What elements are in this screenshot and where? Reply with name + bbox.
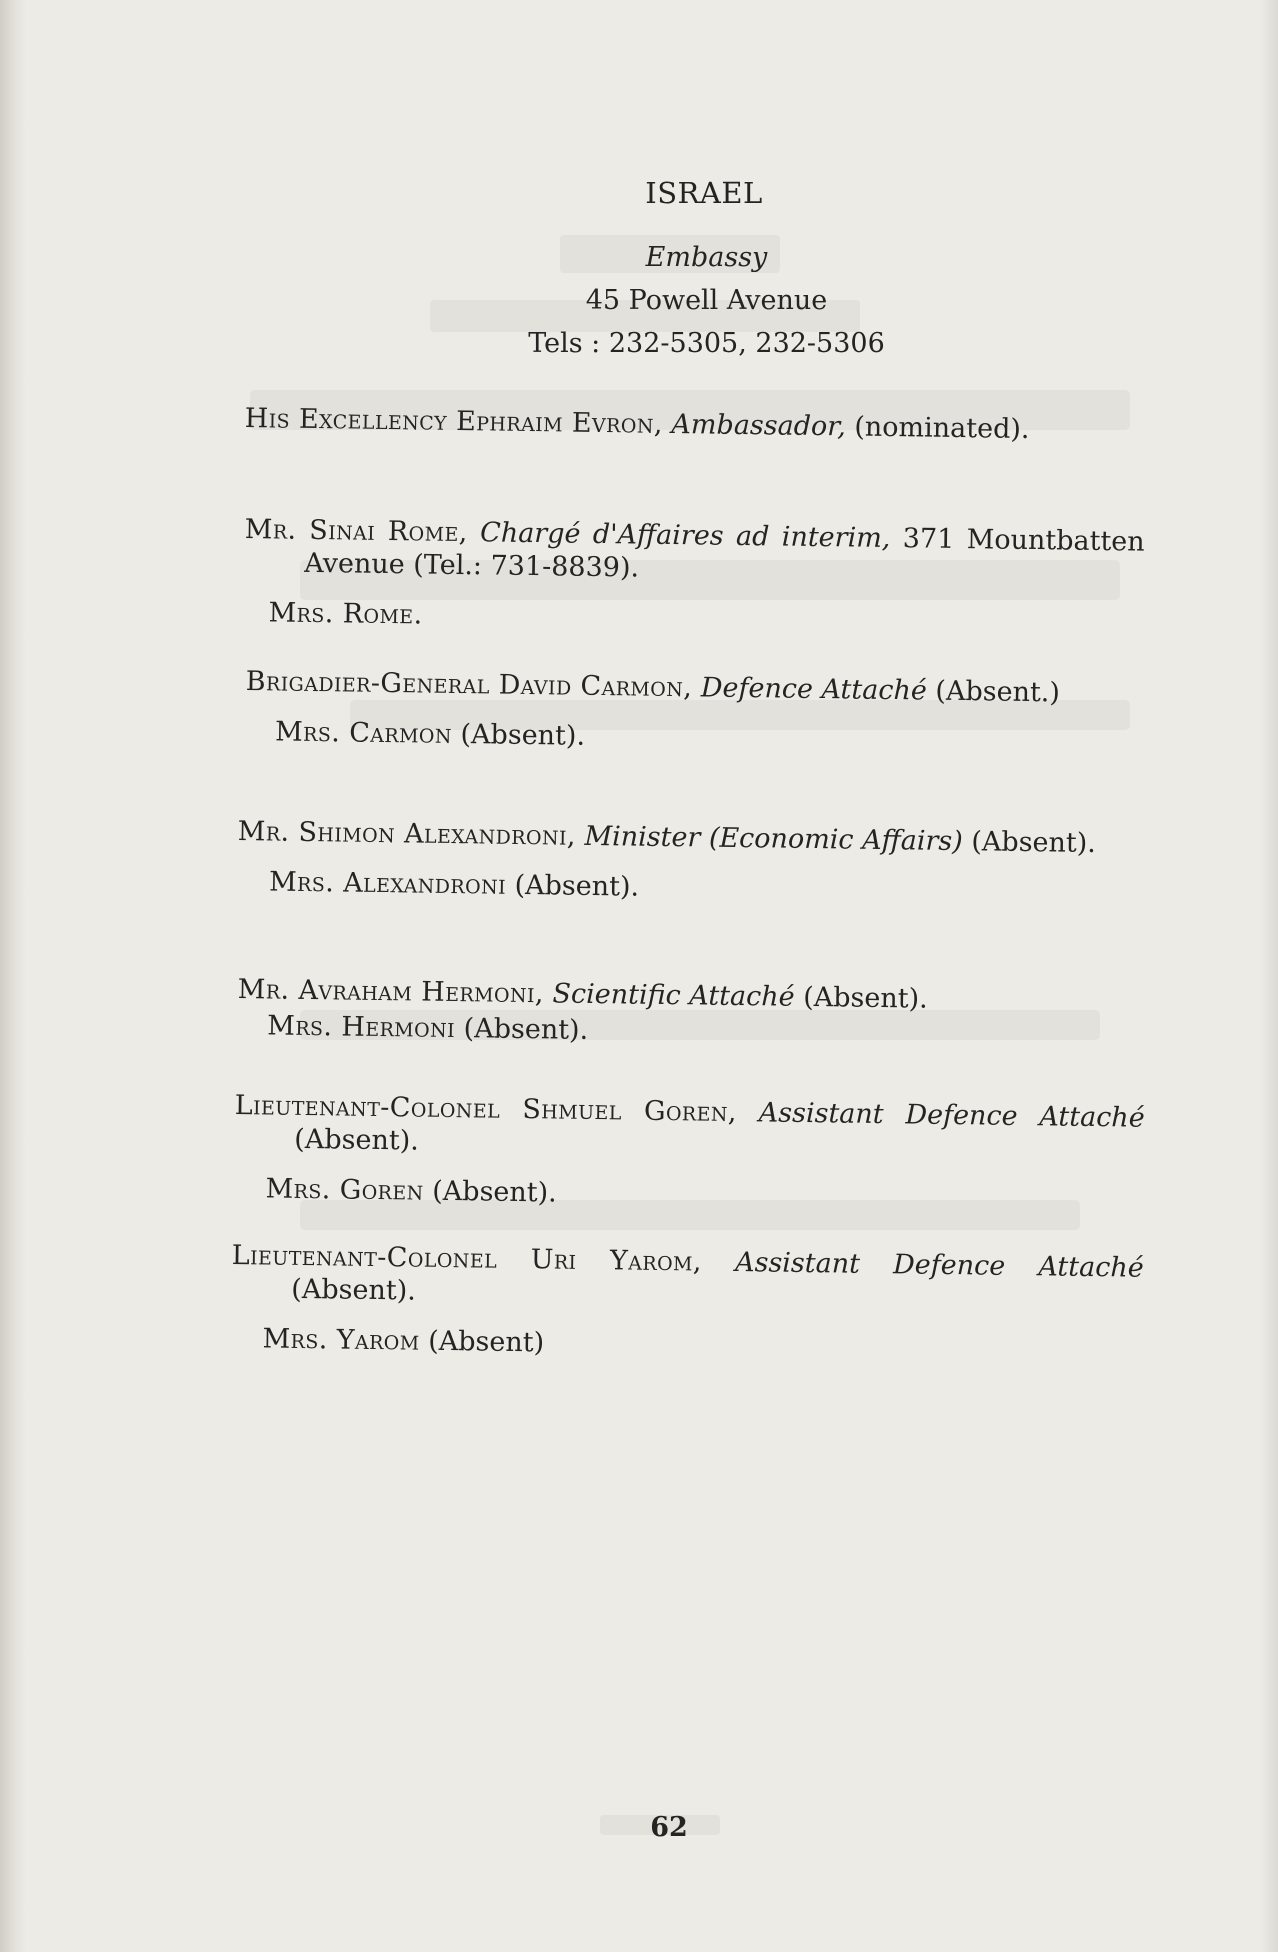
staff-title: Assistant Defence Attaché [734,1247,1144,1284]
staff-title: Scientific Attaché [552,978,795,1013]
country-name: ISRAEL [645,176,763,210]
spouse-name: Mrs. Goren [265,1173,424,1207]
page-number: 62 [650,1812,688,1843]
staff-entry [245,665,1156,761]
spouse-name: Mrs. Carmon [274,716,453,750]
spouse-name: Mrs. Rome. [268,597,423,631]
staff-entry-line [234,1089,1145,1168]
staff-name: Mr. Shimon Alexandroni, [237,815,577,852]
spouse-name: Mrs. Yarom [262,1323,420,1357]
staff-note: (Absent). [291,1273,417,1307]
staff-name: Lieutenant-Colonel Shmuel Goren, [234,1089,738,1129]
spouse-note: (Absent). [460,719,586,752]
staff-entry [230,1239,1144,1368]
staff-entry [237,973,1153,1055]
staff-name: Lieutenant-Colonel Uri Yarom, [231,1239,703,1278]
staff-note: (Absent). [802,981,928,1015]
staff-title: Assistant Defence Attaché [758,1097,1145,1134]
mission-address: 45 Powell Avenue [585,285,828,316]
staff-entry [243,513,1145,642]
staff-entry [233,1089,1145,1218]
staff-title: Defence Attaché [700,672,928,707]
staff-entry-line [244,513,1145,592]
staff-title: Ambassador, [671,408,846,443]
spouse-name: Mrs. Hermoni [267,1010,456,1045]
spouse-note: (Absent). [432,1175,557,1209]
staff-name: Brigadier-General David Carmon, [245,665,693,704]
staff-note: 371 Mountbatten Avenue (Tel.: 731-8839). [304,523,1145,584]
staff-note: (nominated). [854,411,1030,445]
staff-name: Mr. Sinai Rome, [244,513,468,549]
spouse-note: (Absent). [463,1013,589,1046]
staff-note: (Absent). [294,1123,420,1157]
mission-type: Embassy [645,242,768,273]
staff-note: (Absent.) [935,675,1061,709]
country-heading [0,176,1278,210]
staff-name: His Excellency Ephraim Evron, [244,402,664,440]
spouse-note: (Absent). [514,869,640,903]
staff-title: Chargé d'Affaires ad interim, [479,517,891,555]
staff-entry-line [231,1239,1144,1318]
staff-note: (Absent). [971,826,1097,859]
mission-telephones: Tels : 232-5305, 232-5306 [528,328,885,359]
staff-title: Minister (Economic Affairs) [584,820,963,858]
staff-entry [237,815,1153,911]
spouse-name: Mrs. Alexandroni [268,866,507,901]
spouse-note: (Absent) [427,1325,545,1359]
staff-name: Mr. Avraham Hermoni, [237,973,545,1010]
